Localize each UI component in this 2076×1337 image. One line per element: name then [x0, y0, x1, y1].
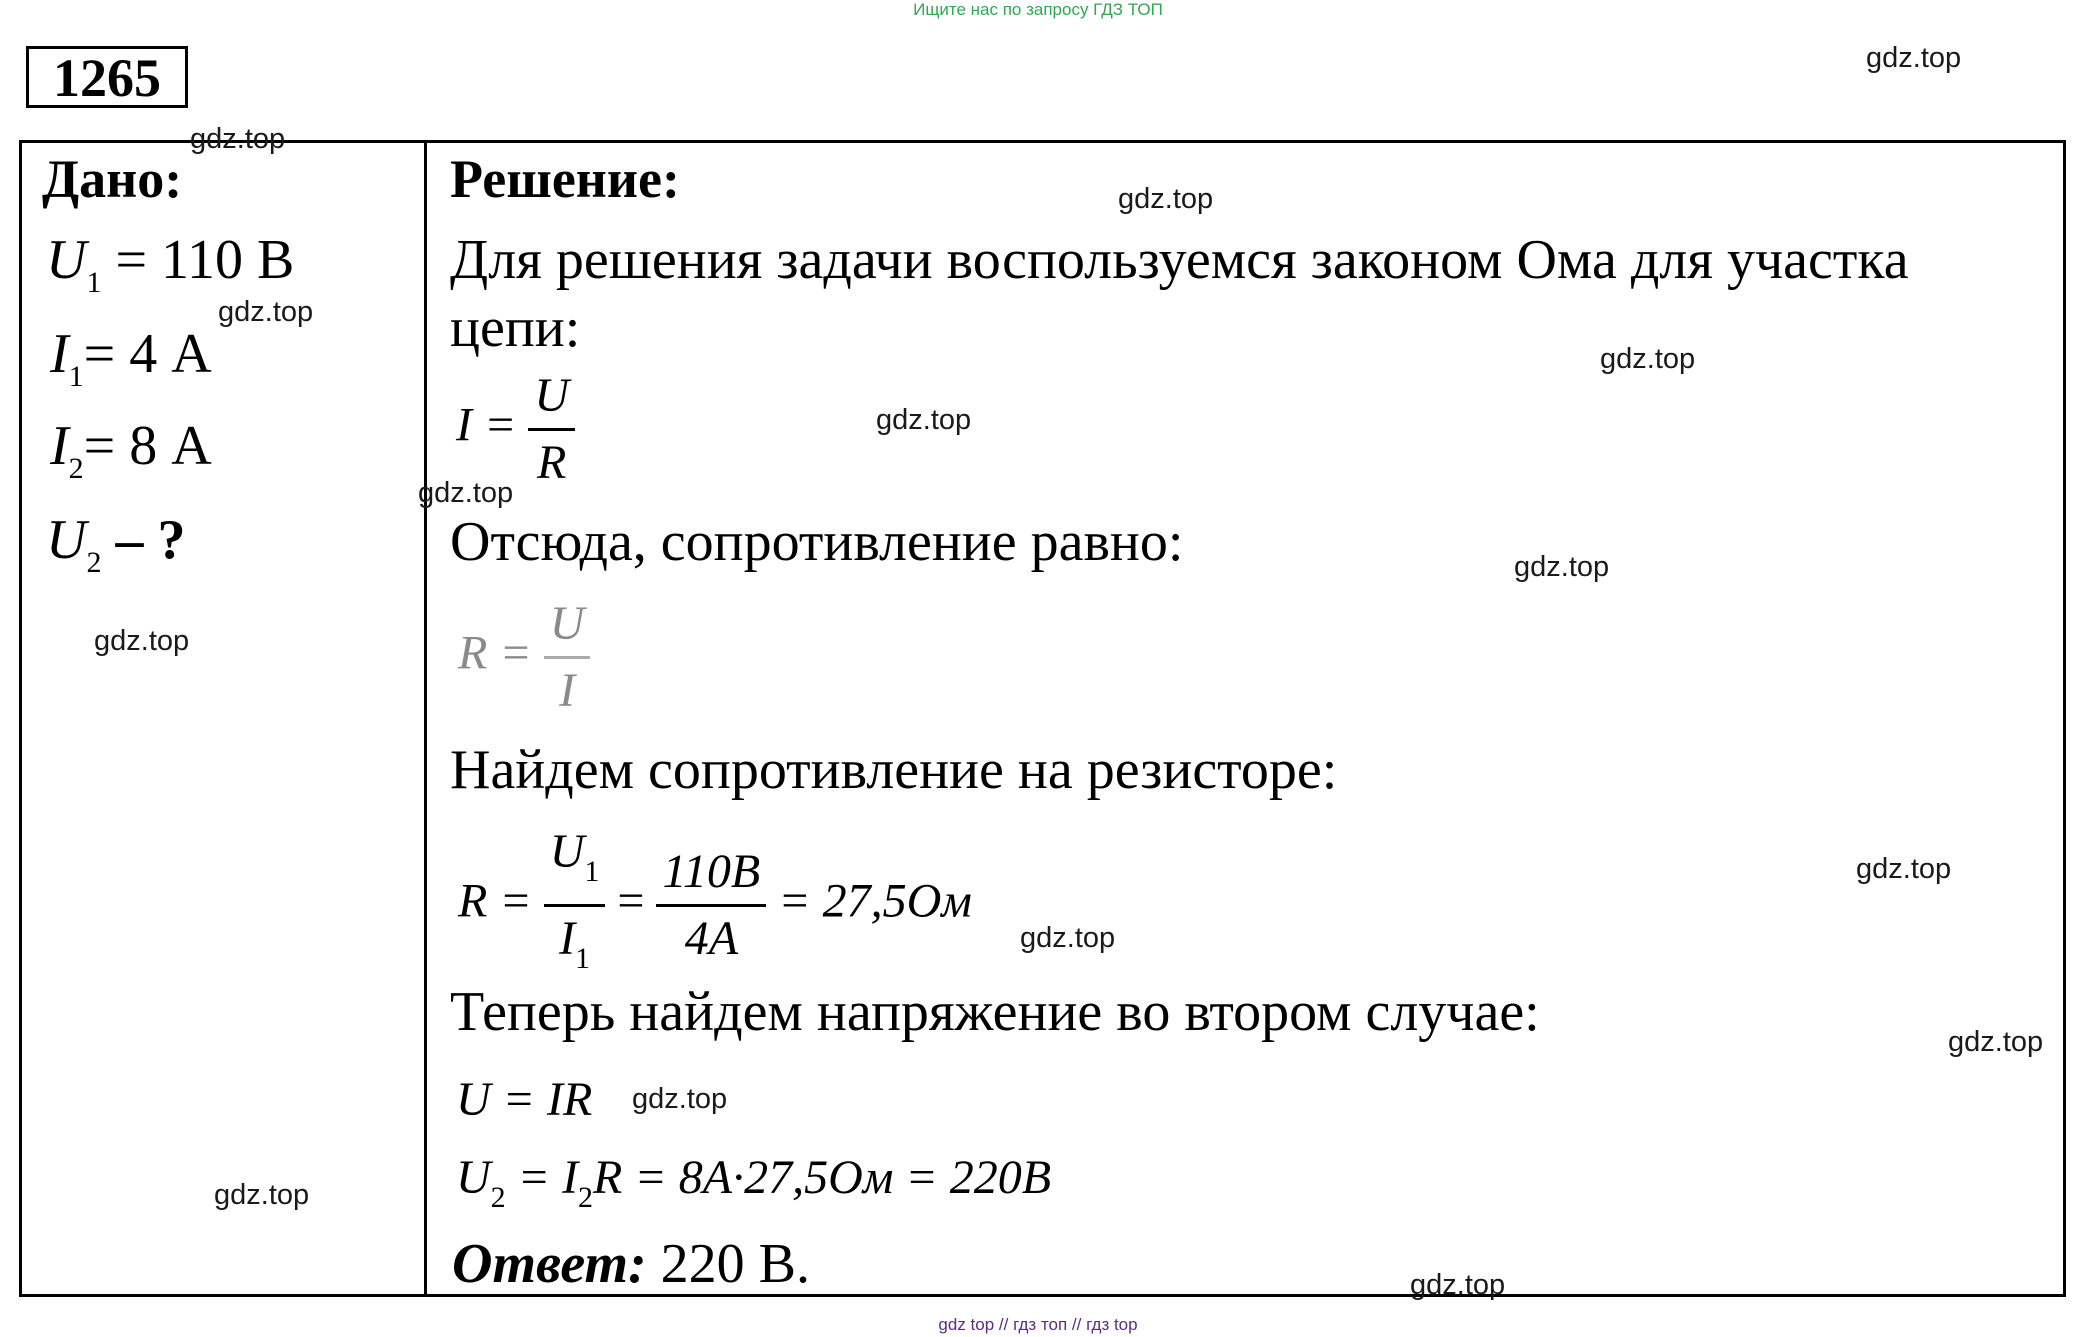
watermark: gdz.top [632, 1083, 728, 1115]
paragraph-voltage: Теперь найдем напряжение во втором случае: [450, 981, 1540, 1043]
watermark: gdz.top [876, 404, 972, 436]
answer: Ответ: 220 В. [452, 1233, 811, 1295]
watermark: gdz.top [418, 477, 514, 509]
given-item: $I_2= 8$ А [50, 415, 212, 485]
given-heading: Дано: [42, 149, 183, 209]
watermark: gdz.top [190, 123, 286, 155]
given-item: $U_1 = 110$ В [46, 229, 295, 299]
watermark: gdz.top [1118, 183, 1214, 215]
watermark: gdz.top [218, 296, 314, 328]
formula-voltage-value: $U_2 = I_2R = 8A\cdot 27,5Ом = 220B$ [456, 1151, 1052, 1214]
paragraph-resistance: Отсюда, сопротивление равно: [450, 511, 1184, 573]
paragraph-ohm-law-cont: цепи: [450, 297, 581, 359]
watermark: gdz.top [1514, 551, 1610, 583]
formula-resistance-value: R = $\frac{U_1}{I_1}$ = $\frac{110B}{4A}$ = 27,5Ом [458, 820, 972, 991]
formula-ohm: I = $\frac{U}{R}$ [456, 364, 575, 495]
given-item: $I_1= 4$ А [50, 323, 212, 393]
paragraph-find-resistance: Найдем сопротивление на резисторе: [450, 739, 1338, 801]
paragraph-ohm-law: Для решения задачи воспользуемся законом Ома для участка [450, 229, 1909, 291]
solution-heading: Решение: [450, 149, 680, 209]
formula-resistance: R = $\frac{U}{I}$ [458, 592, 590, 723]
watermark: gdz.top [1600, 343, 1696, 375]
given-item: $U_2$ – ? [46, 509, 186, 579]
footer-links: gdz top // гдз топ // гдз top [938, 1315, 1138, 1334]
formula-voltage: U = IR [456, 1073, 593, 1126]
solution-table [19, 140, 2066, 1297]
watermark: gdz.top [1866, 42, 1962, 74]
watermark: gdz.top [214, 1179, 310, 1211]
watermark: gdz.top [1020, 922, 1116, 954]
watermark: gdz.top [1856, 853, 1952, 885]
watermark: gdz.top [94, 625, 190, 657]
column-divider [424, 140, 427, 1297]
top-banner: Ищите нас по запросу ГДЗ ТОП [913, 0, 1163, 19]
watermark: gdz.top [1948, 1026, 2044, 1058]
watermark: gdz.top [1410, 1269, 1506, 1301]
task-number: 1265 [26, 46, 188, 108]
